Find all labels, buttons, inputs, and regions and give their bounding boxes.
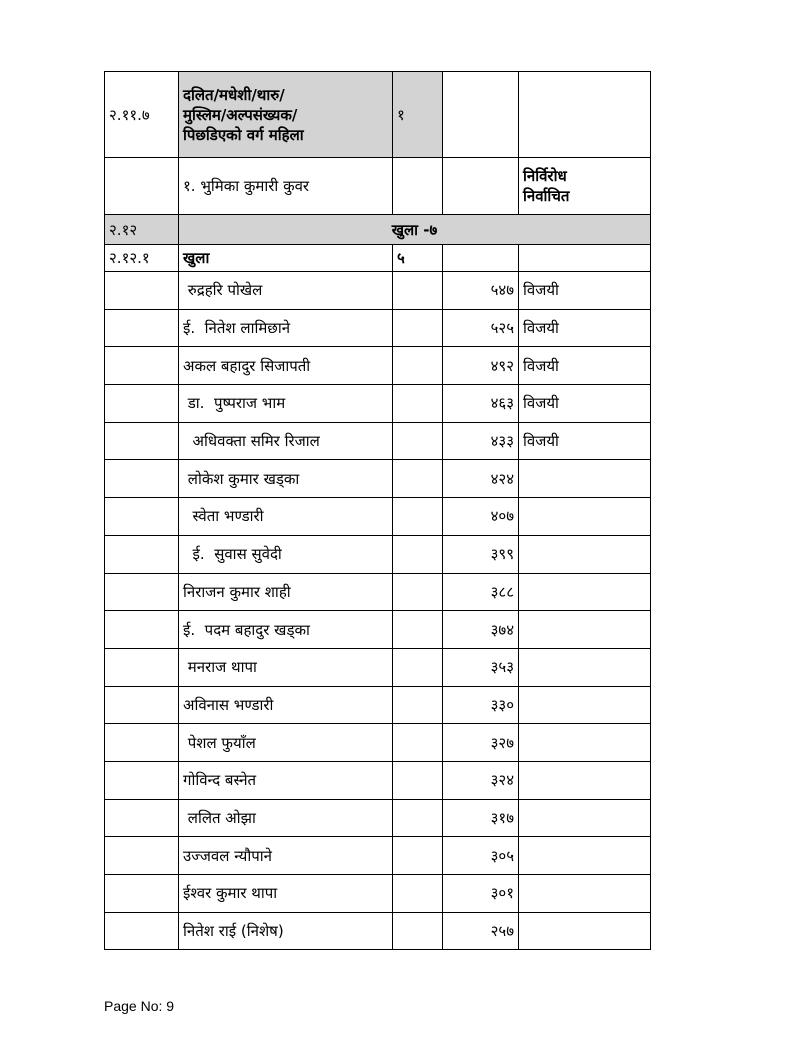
votes-cell: ५२५ [443,309,519,347]
candidate-name: निराजन कुमार शाही [179,573,393,611]
candidate-name: ई. पदम बहादुर खड्का [179,611,393,649]
status-cell [519,761,651,799]
candidate-name: रुद्रहरि पोखेल [179,272,393,310]
candidate-row [105,460,651,498]
votes-cell: ३०१ [443,875,519,913]
code-cell [105,309,179,347]
seat-cell [393,347,443,385]
status-cell [519,875,651,913]
seat-cell [393,535,443,573]
votes-cell: ३२७ [443,724,519,762]
section-row [105,72,651,158]
code-cell [105,385,179,423]
code-cell [105,799,179,837]
section-title: खुला -७ [179,215,651,245]
code-cell [105,912,179,950]
seat-cell [393,573,443,611]
code-cell [105,422,179,460]
status-line: निर्विरोध [523,167,567,185]
votes-cell: २५७ [443,912,519,950]
candidate-row [105,272,651,310]
votes-cell: ४३३ [443,422,519,460]
seat-cell [393,837,443,875]
status-cell: विजयी [519,309,651,347]
candidate-row [105,912,651,950]
seat-count: १ [393,72,443,158]
seat-cell [393,422,443,460]
status-cell [519,611,651,649]
candidate-name: अकल बहादुर सिजापती [179,347,393,385]
candidate-row [105,875,651,913]
seat-cell [393,761,443,799]
seat-cell [393,648,443,686]
code-cell [105,347,179,385]
votes-cell: ३७४ [443,611,519,649]
status-cell: विजयी [519,385,651,423]
candidate-row [105,309,651,347]
votes-cell: ४६३ [443,385,519,423]
candidate-row [105,761,651,799]
candidate-name: नितेश राई (निशेष) [179,912,393,950]
seat-cell [393,724,443,762]
code-cell [105,158,179,215]
code-cell [105,875,179,913]
status-cell [519,498,651,536]
candidate-row [105,799,651,837]
status-line: निर्वाचित [523,187,570,205]
candidate-name: ई. नितेश लामिछाने [179,309,393,347]
section-row [105,215,651,245]
status-cell [519,686,651,724]
section-code: २.१२.१ [105,245,179,272]
candidate-name: ई. सुवास सुवेदी [179,535,393,573]
seat-cell [393,158,443,215]
candidate-row [105,535,651,573]
votes-cell: ३३० [443,686,519,724]
seat-cell [393,912,443,950]
candidate-name: लोकेश कुमार खड्का [179,460,393,498]
votes-cell [443,72,519,158]
seat-cell [393,498,443,536]
code-cell [105,498,179,536]
seat-cell [393,686,443,724]
candidate-name: उज्जवल न्यौपाने [179,837,393,875]
code-cell [105,573,179,611]
status-cell [519,799,651,837]
seat-count: ५ [393,245,443,272]
candidate-name: स्वेता भण्डारी [179,498,393,536]
candidate-name: पेशल फुयाँल [179,724,393,762]
code-cell [105,761,179,799]
status-cell [519,535,651,573]
candidate-row [105,686,651,724]
section-category: खुला [179,245,393,272]
status-cell: विजयी [519,347,651,385]
status-cell: विजयी [519,272,651,310]
votes-cell: ४२४ [443,460,519,498]
code-cell [105,272,179,310]
code-cell [105,837,179,875]
status-cell: विजयी [519,422,651,460]
candidate-name: अविनास भण्डारी [179,686,393,724]
code-cell [105,648,179,686]
candidate-row [105,648,651,686]
status-cell [519,573,651,611]
candidate-row [105,573,651,611]
section-code: २.११.७ [105,72,179,158]
candidate-row [105,837,651,875]
votes-cell: ४०७ [443,498,519,536]
candidate-row [105,498,651,536]
candidate-row [105,611,651,649]
votes-cell [443,158,519,215]
seat-cell [393,309,443,347]
status-cell [519,837,651,875]
category-line: दलित/मधेशी/थारु/ [183,85,285,104]
candidate-row [105,158,651,215]
candidate-row [105,347,651,385]
code-cell [105,611,179,649]
seat-cell [393,799,443,837]
status-cell [519,648,651,686]
candidate-name: डा. पुष्पराज भाम [179,385,393,423]
votes-cell: ३९९ [443,535,519,573]
candidate-name: गोविन्द बस्नेत [179,761,393,799]
code-cell [105,724,179,762]
candidate-name: १. भुमिका कुमारी कुवर [179,158,393,215]
seat-cell [393,272,443,310]
section-category [179,72,393,158]
candidate-name: ईश्वर कुमार थापा [179,875,393,913]
status-cell [519,158,651,215]
votes-cell: ५४७ [443,272,519,310]
candidate-row [105,385,651,423]
status-cell [519,912,651,950]
candidate-name: अधिवक्ता समिर रिजाल [179,422,393,460]
votes-cell: ४९२ [443,347,519,385]
page-number: Page No: 9 [104,998,175,1014]
seat-cell [393,875,443,913]
votes-cell: ३१७ [443,799,519,837]
votes-cell: ३२४ [443,761,519,799]
status-cell [519,72,651,158]
votes-cell: ३०५ [443,837,519,875]
candidate-name: मनराज थापा [179,648,393,686]
subsection-row [105,245,651,272]
seat-cell [393,611,443,649]
seat-cell [393,385,443,423]
code-cell [105,460,179,498]
category-line: मुस्लिम/अल्पसंख्यक/ [183,105,298,124]
seat-cell [393,460,443,498]
results-table [104,71,651,950]
candidate-row [105,422,651,460]
votes-cell [443,245,519,272]
votes-cell: ३५३ [443,648,519,686]
votes-cell: ३८८ [443,573,519,611]
status-cell [519,245,651,272]
code-cell [105,686,179,724]
status-cell [519,724,651,762]
status-cell [519,460,651,498]
candidate-row [105,724,651,762]
code-cell [105,535,179,573]
candidate-name: ललित ओझा [179,799,393,837]
section-code: २.१२ [105,215,179,245]
category-line: पिछडिएको वर्ग महिला [183,125,304,144]
